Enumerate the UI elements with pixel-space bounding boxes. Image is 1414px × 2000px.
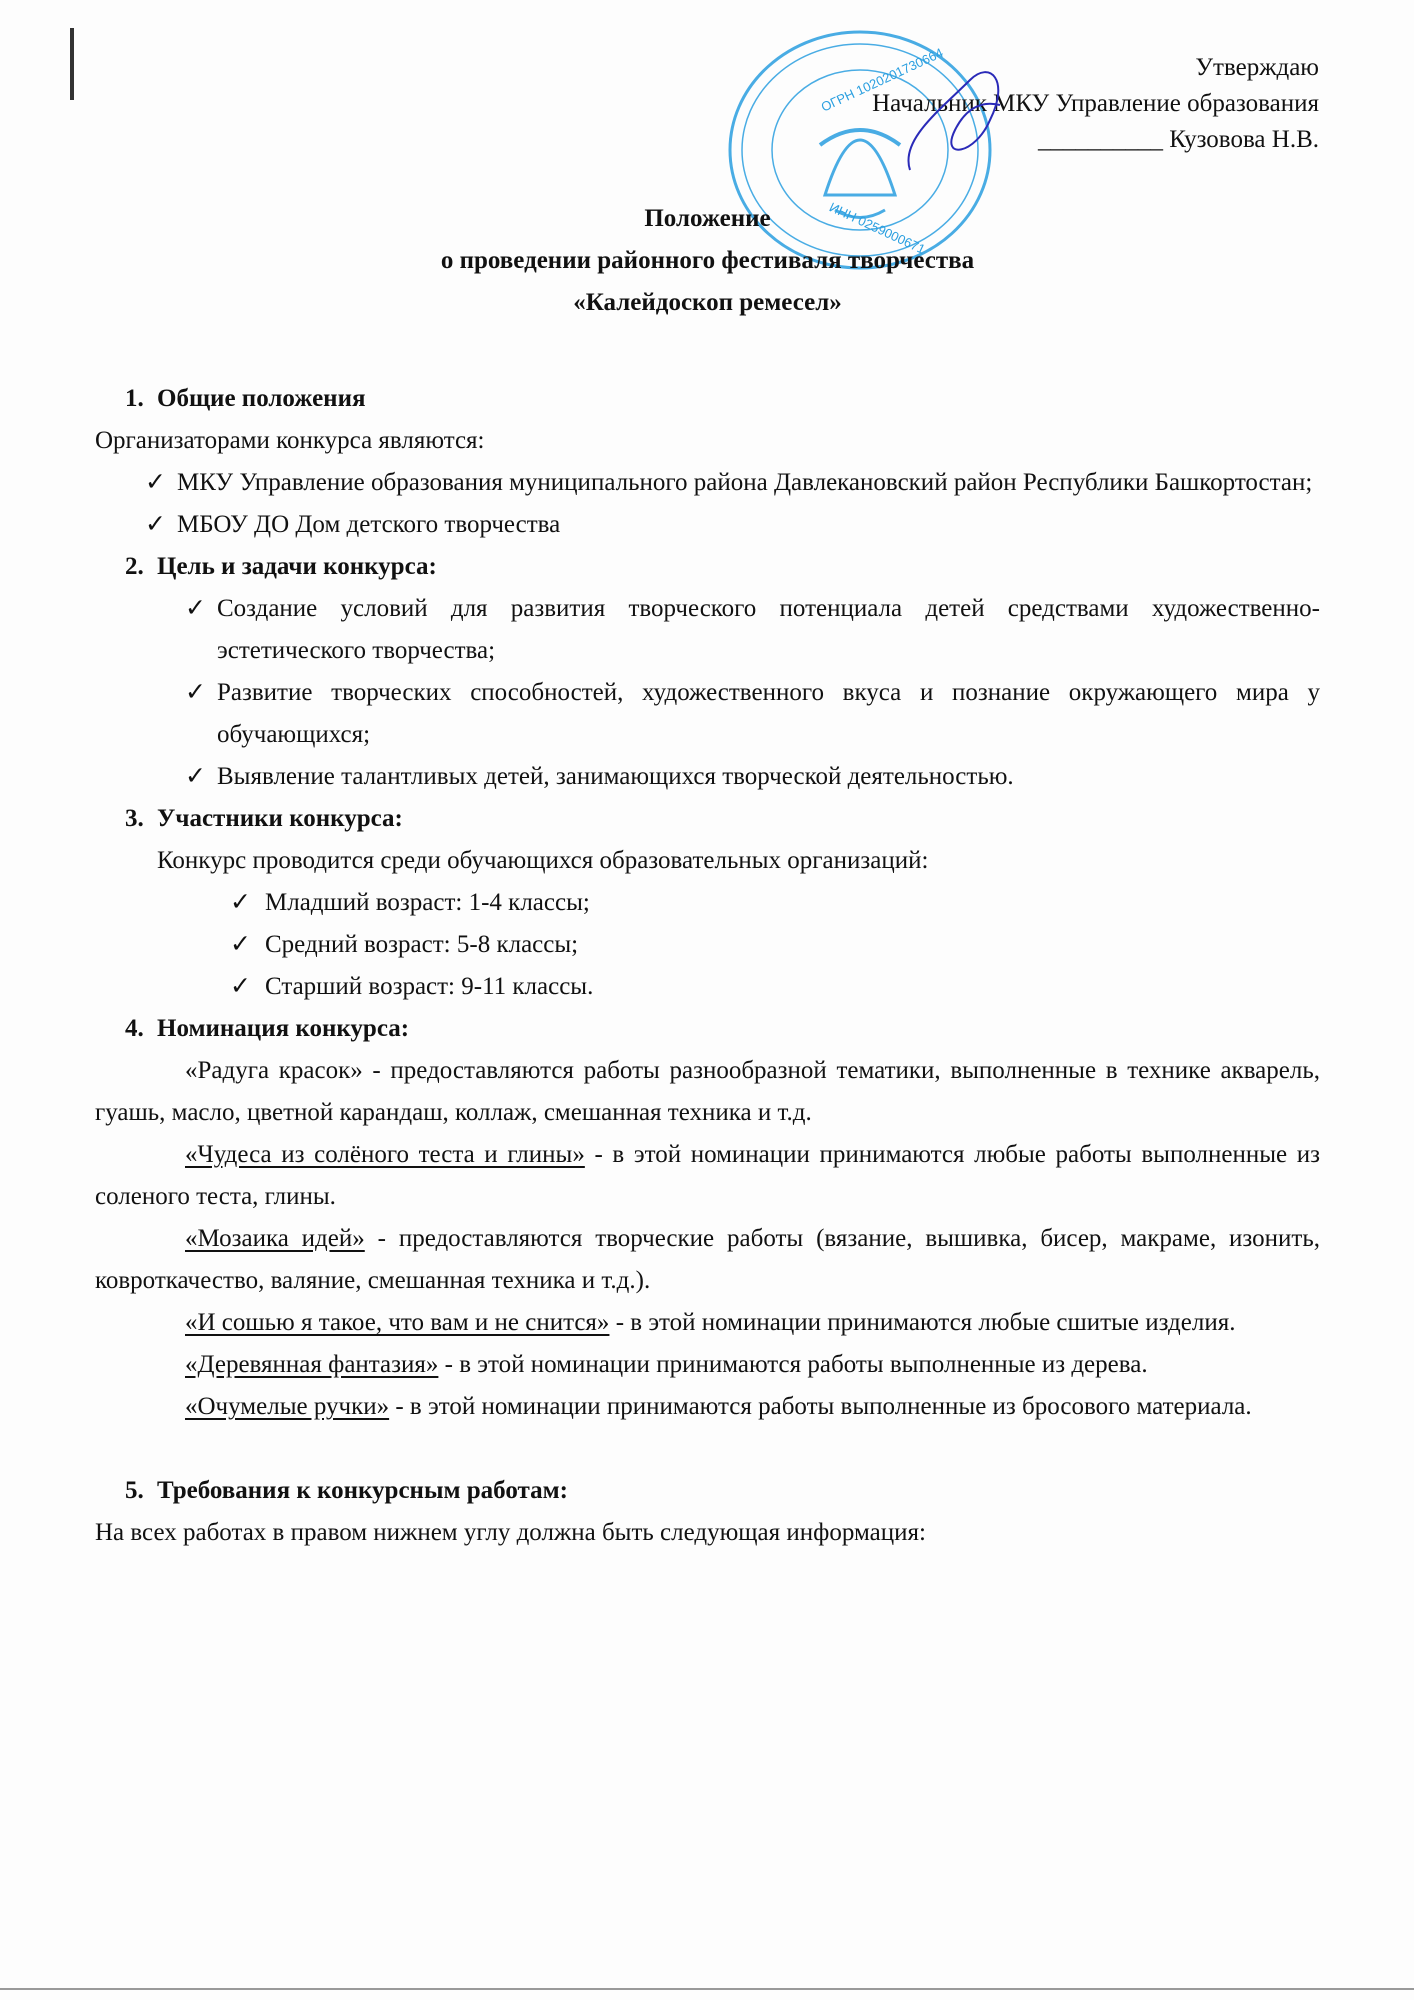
nomination: [95, 1218, 1320, 1302]
signature: [900, 60, 1020, 180]
section-number: 4.: [125, 1015, 144, 1042]
section-title: Общие положения: [157, 385, 366, 412]
list-item-text: Развитие творческих способностей, художественного вкуса и познание окружающего мира у обучающихся;: [217, 679, 1320, 748]
checkmark-icon: ✓: [230, 889, 251, 916]
approver-position: Начальник МКУ Управление образования: [872, 90, 1319, 117]
list-item: [95, 882, 1320, 924]
svg-text:ОГРН 1020201730664: ОГРН 1020201730664: [818, 44, 946, 115]
nomination-description: - предоставляются работы разнообразной тематики, выполненные в технике акварель, гуашь, масло, цветной карандаш, коллаж, смешанная техника и т.д.: [95, 1057, 1320, 1126]
section-title: Цель и задачи конкурса:: [157, 553, 437, 580]
nomination: [95, 1302, 1320, 1344]
doc-festival-name: «Калейдоскоп ремесел»: [573, 289, 842, 316]
nomination-description: - в этой номинации принимаются работы выполненные из дерева.: [438, 1351, 1148, 1378]
nomination-description: - в этой номинации принимаются любые работы выполненные из соленого теста, глины.: [95, 1141, 1320, 1210]
list-item-text: Младший возраст: 1-4 классы;: [265, 889, 590, 916]
list-item: [95, 924, 1320, 966]
section-title: Участники конкурса:: [157, 805, 403, 832]
section-2-heading: [95, 546, 1320, 588]
nomination-name: «И сошью я такое, что вам и не снится»: [185, 1309, 610, 1336]
list-item-text: МБОУ ДО Дом детского творчества: [177, 511, 561, 538]
approval-label: Утверждаю: [1195, 54, 1319, 81]
nomination-name: «Деревянная фантазия»: [185, 1351, 439, 1378]
section-number: 5.: [125, 1477, 144, 1504]
list-item: [95, 462, 1320, 504]
section-number: 2.: [125, 553, 144, 580]
nomination: [95, 1134, 1320, 1218]
nomination: [95, 1344, 1320, 1386]
doc-subtitle: о проведении районного фестиваля творчества: [440, 247, 975, 274]
nomination-description: - в этой номинации принимаются любые сшитые изделия.: [609, 1309, 1236, 1336]
scan-margin-mark: [70, 28, 74, 100]
checkmark-icon: ✓: [185, 763, 206, 790]
section-number: 1.: [125, 385, 144, 412]
list-item: [95, 504, 1320, 546]
list-item-text: Создание условий для развития творческого потенциала детей средствами художественно-эстетического творчества;: [217, 595, 1320, 664]
svg-text:ИНН 0259000671: ИНН 0259000671: [827, 199, 928, 257]
nomination-name: «Радуга красок»: [185, 1057, 363, 1084]
nomination: [95, 1386, 1320, 1428]
checkmark-icon: ✓: [230, 931, 251, 958]
approver-name: __________ Кузовова Н.В.: [1038, 126, 1319, 153]
scan-edge-line: [0, 1988, 1414, 1990]
checkmark-icon: ✓: [145, 469, 166, 496]
list-item-text: Средний возраст: 5-8 классы;: [265, 931, 579, 958]
list-item: [95, 966, 1320, 1008]
list-item: [95, 672, 1320, 756]
nomination-name: «Мозаика идей»: [185, 1225, 365, 1252]
document-body: [95, 198, 1320, 1554]
section-3-heading: [95, 798, 1320, 840]
nomination-name: «Чудеса из солёного теста и глины»: [185, 1141, 585, 1168]
section-1-heading: [95, 378, 1320, 420]
section-title: Требования к конкурсным работам:: [157, 1477, 568, 1504]
section-3-intro: Конкурс проводится среди обучающихся образовательных организаций:: [157, 847, 929, 874]
list-item-text: МКУ Управление образования муниципального района Давлекановский район Республики Башкортостан;: [177, 469, 1313, 496]
list-item: [95, 756, 1320, 798]
section-number: 3.: [125, 805, 144, 832]
section-title: Номинация конкурса:: [157, 1015, 410, 1042]
checkmark-icon: ✓: [185, 679, 206, 706]
section-5-intro: На всех работах в правом нижнем углу должна быть следующая информация:: [95, 1519, 926, 1546]
list-item: [95, 588, 1320, 672]
checkmark-icon: ✓: [185, 595, 206, 622]
checkmark-icon: ✓: [145, 511, 166, 538]
section-5-heading: [95, 1470, 1320, 1512]
nomination-description: - предоставляются творческие работы (вязание, вышивка, бисер, макраме, изонить, ковроткачество, валяние, смешанная техника и т.д.).: [95, 1225, 1320, 1294]
nomination-name: «Очумелые ручки»: [185, 1393, 390, 1420]
section-1-intro: Организаторами конкурса являются:: [95, 427, 485, 454]
list-item-text: Старший возраст: 9-11 классы.: [265, 973, 594, 1000]
nomination: [95, 1050, 1320, 1134]
doc-title: Положение: [644, 205, 771, 232]
nomination-description: - в этой номинации принимаются работы выполненные из бросового материала.: [389, 1393, 1252, 1420]
section-4-heading: [95, 1008, 1320, 1050]
checkmark-icon: ✓: [230, 973, 251, 1000]
list-item-text: Выявление талантливых детей, занимающихся творческой деятельностью.: [217, 763, 1014, 790]
